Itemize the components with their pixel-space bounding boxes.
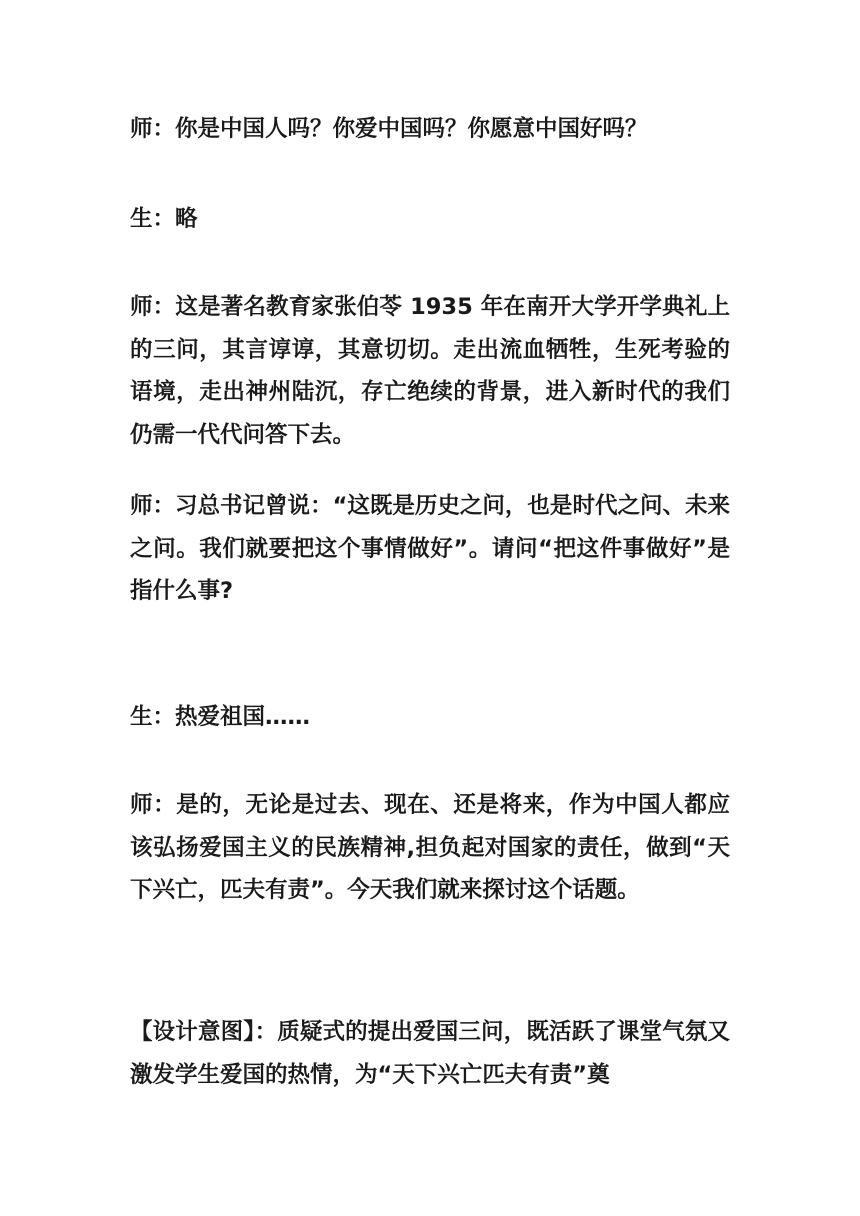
dialogue-student-reply: 生：略 <box>130 206 198 232</box>
dialogue-teacher-conclusion: 师：是的，无论是过去、现在、还是将来，作为中国人都应该弘扬爱国主义的民族精神,担负起对国家的责任，做到“天下兴亡，匹夫有责”。今天我们就来探讨这个话题。 <box>130 792 730 903</box>
design-intent-paragraph: 【设计意图】：质疑式的提出爱国三问，既活跃了课堂气氛又激发学生爱国的热情，为“天下兴亡匹夫有责”奠 <box>130 1019 730 1088</box>
dialogue-student-answer: 生：热爱祖国…… <box>130 704 311 730</box>
dialogue-teacher-quote: 师：习总书记曾说：“这既是历史之问，也是时代之问、未来之问。我们就要把这个事情做好”。请问“把这件事做好”是指什么事? <box>130 493 730 604</box>
dialogue-teacher-question: 师：你是中国人吗？你爱中国吗？你愿意中国好吗？ <box>130 116 648 142</box>
dialogue-teacher-explanation: 师：这是著名教育家张伯苓 1935 年在南开大学开学典礼上的三问，其言谆谆，其意切切。走出流血牺牲，生死考验的语境，走出神州陆沉，存亡绝续的背景，进入新时代的我们仍需一代代问答下去。 <box>130 294 730 448</box>
